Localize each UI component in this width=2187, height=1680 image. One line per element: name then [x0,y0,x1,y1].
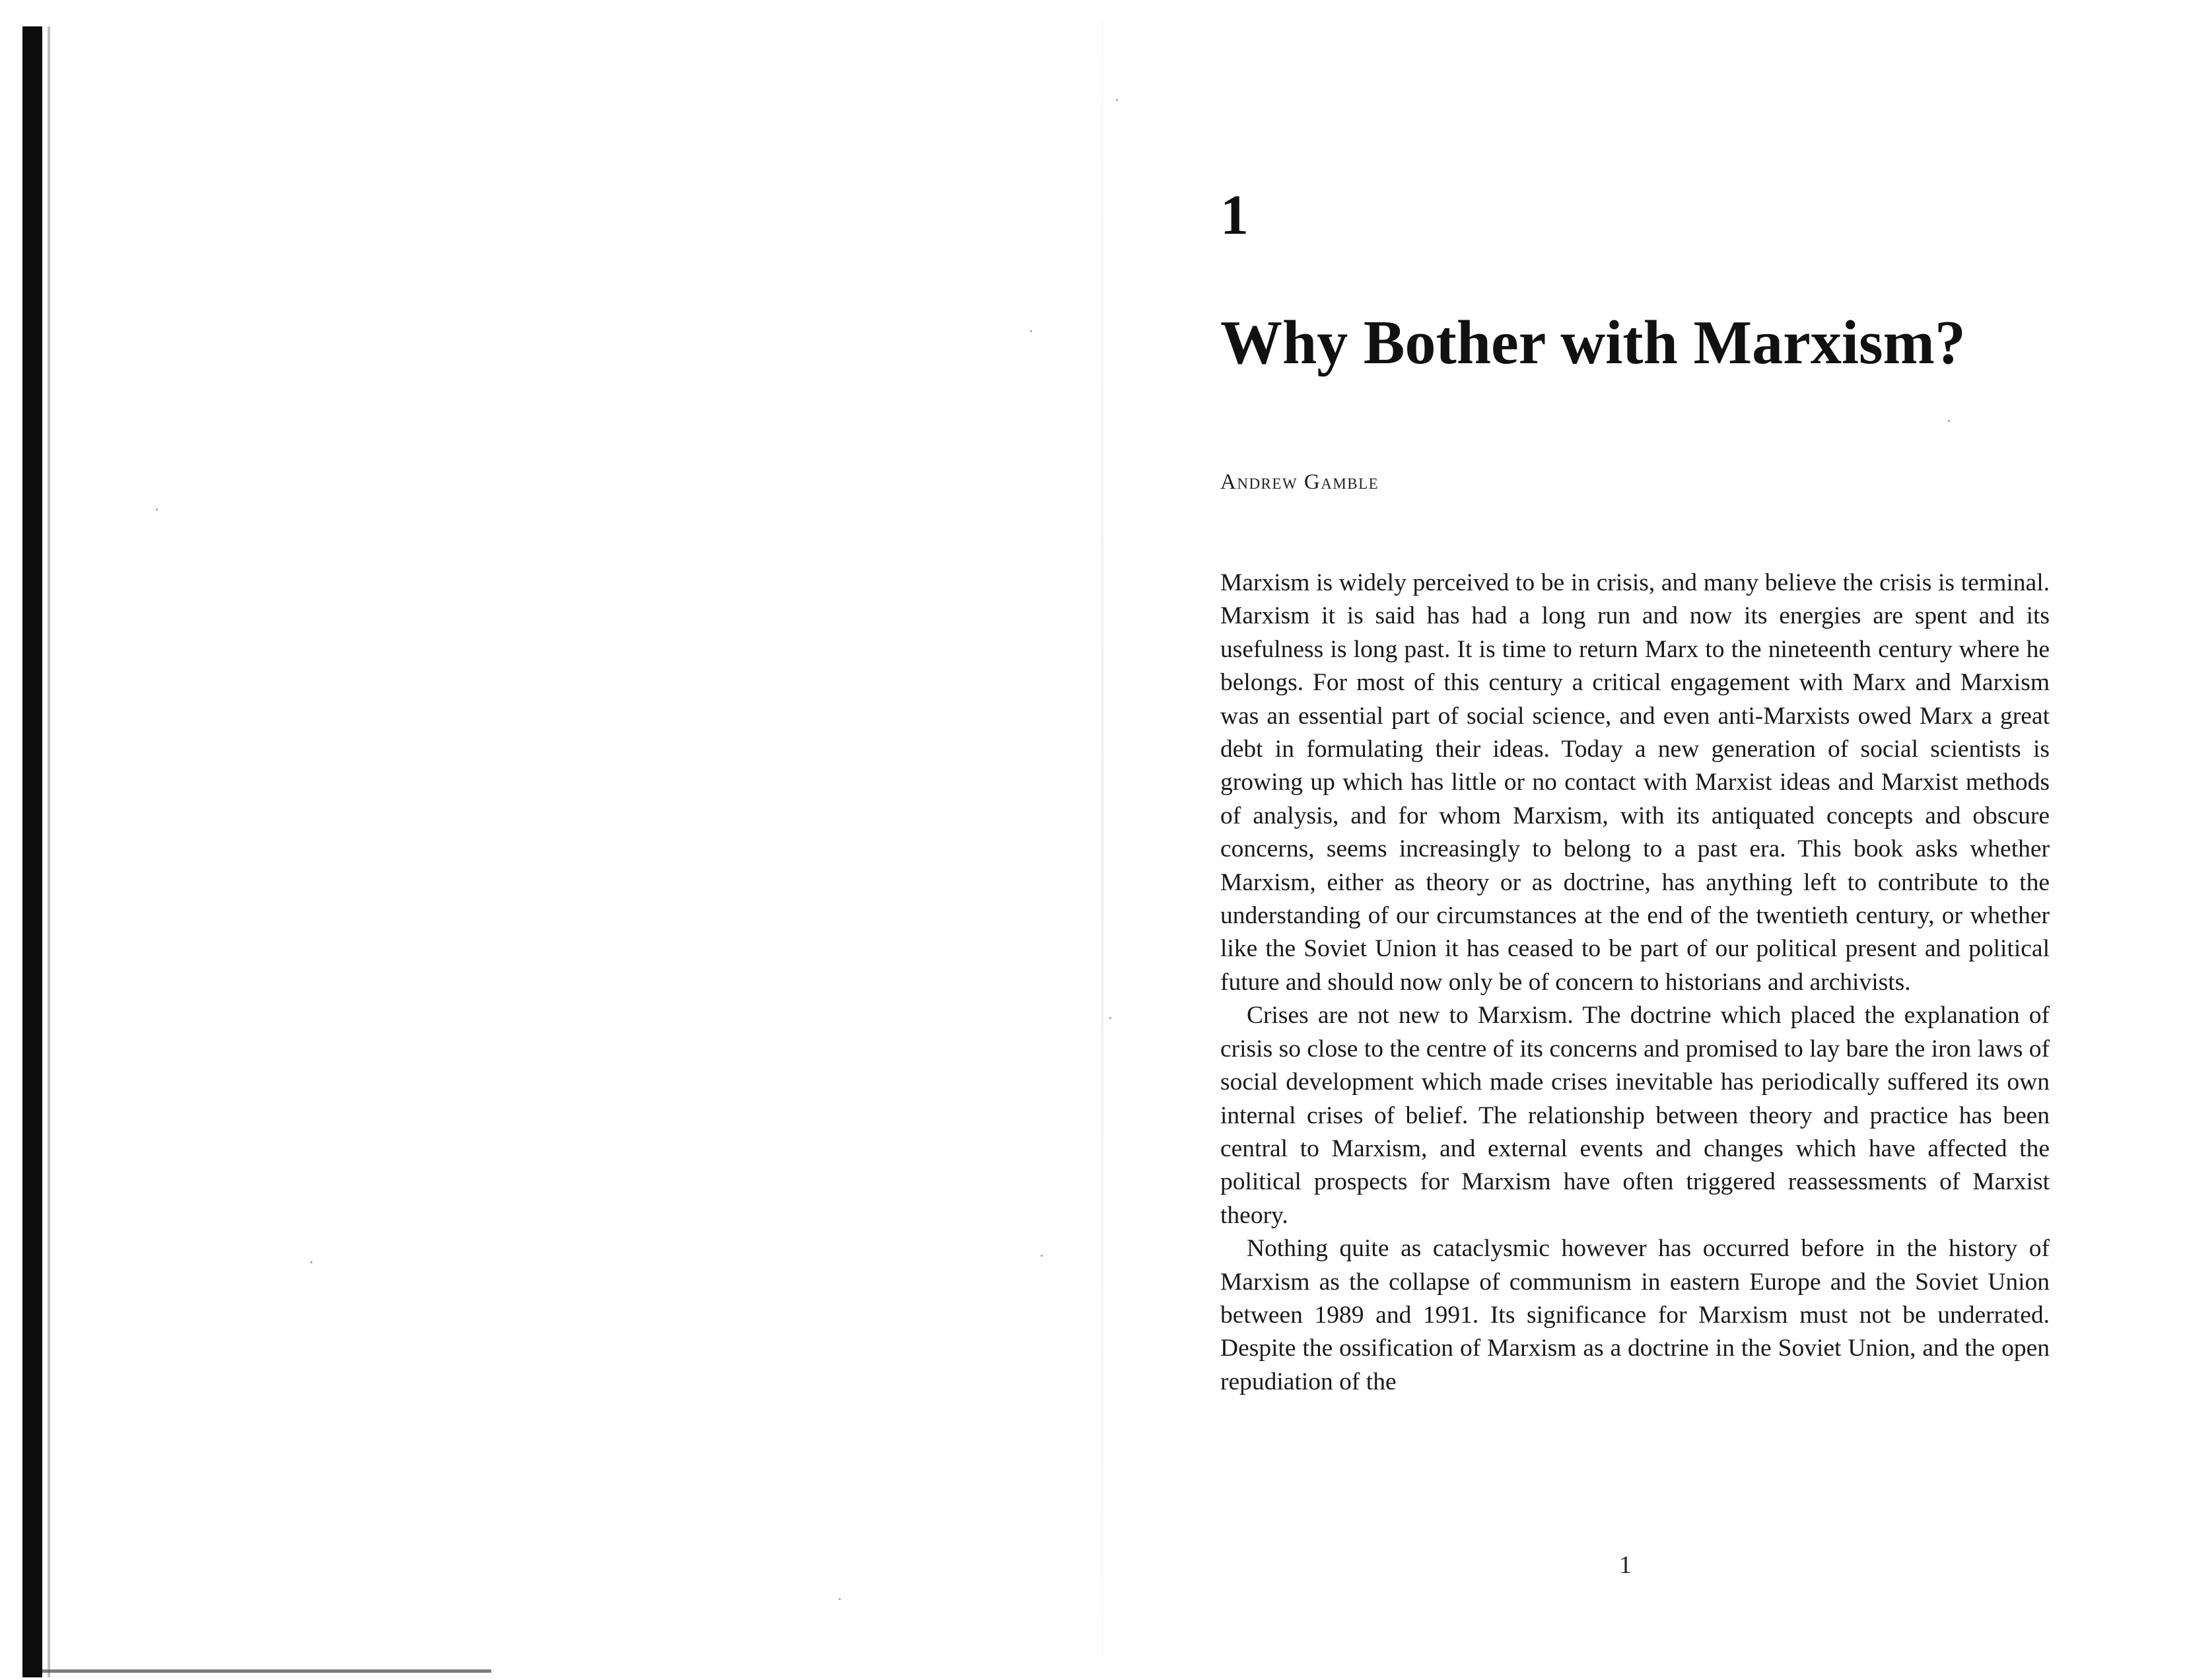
scan-speck [1041,1255,1043,1257]
chapter-number: 1 [1220,183,1249,246]
paragraph: Crises are not new to Marxism. The doctrine which placed the explanation of crisis so close to the centre of its concerns and promised to lay bare the iron laws of social development which made crises inevitable has periodically suffered its own internal crises of belief. The relationship between theory and practice has been central to Marxism, and external events and changes which have affected the political prospects for Marxism have often triggered reassessments of Marxist theory. [1220,1002,2050,1229]
right-page [1220,0,2052,1680]
scan-speck [1030,330,1032,332]
scan-edge-line [48,26,50,1677]
scan-speck [1109,1017,1111,1019]
chapter-title: Why Bother with Marxism? [1220,308,1966,377]
paragraph: Nothing quite as cataclysmic however has occurred before in the history of Marxism as the collapse of communism in eastern Europe and the Soviet Union between 1989 and 1991. Its significance for Marxism must not be underrated. Despite the ossification of Marxism as a doctrine in the Soviet Union, and the open repudiation of the [1220,1235,2050,1395]
page-number: 1 [1619,1551,1632,1579]
paragraph: Marxism is widely perceived to be in crisis, and many believe the crisis is terminal. Marxism it is said has had a long run and now its energies are spent and its usefulness is long past. It is time to return Marx to the nineteenth century where he belongs. For most of this century a critical engagement with Marx and Marxism was an essential part of social science, and even anti-Marxists owed Marx a great debt in formulating their ideas. Today a new generation of social scientists is growing up which has little or no contact with Marxist ideas and Marxist methods of analysis, and for whom Marxism, with its antiquated concepts and obscure concerns, seems increasingly to belong to a past era. This book asks whether Marxism, either as theory or as doctrine, has anything left to contribute to the understanding of our circumstances at the end of the twentieth century, or whether like the Soviet Union it has ceased to be part of our political present and political future and should now only be of concern to historians and archivists. [1220,569,2050,996]
chapter-author: Andrew Gamble [1220,470,1379,494]
scan-speck [310,1261,312,1263]
body-text [1220,567,2050,1399]
scan-edge-shadow [22,26,42,1677]
scan-speck [156,508,158,510]
scan-speck [839,1598,841,1600]
scan-speck [1116,99,1118,101]
scan-bottom-edge [42,1669,491,1673]
book-gutter [1101,20,1103,1658]
